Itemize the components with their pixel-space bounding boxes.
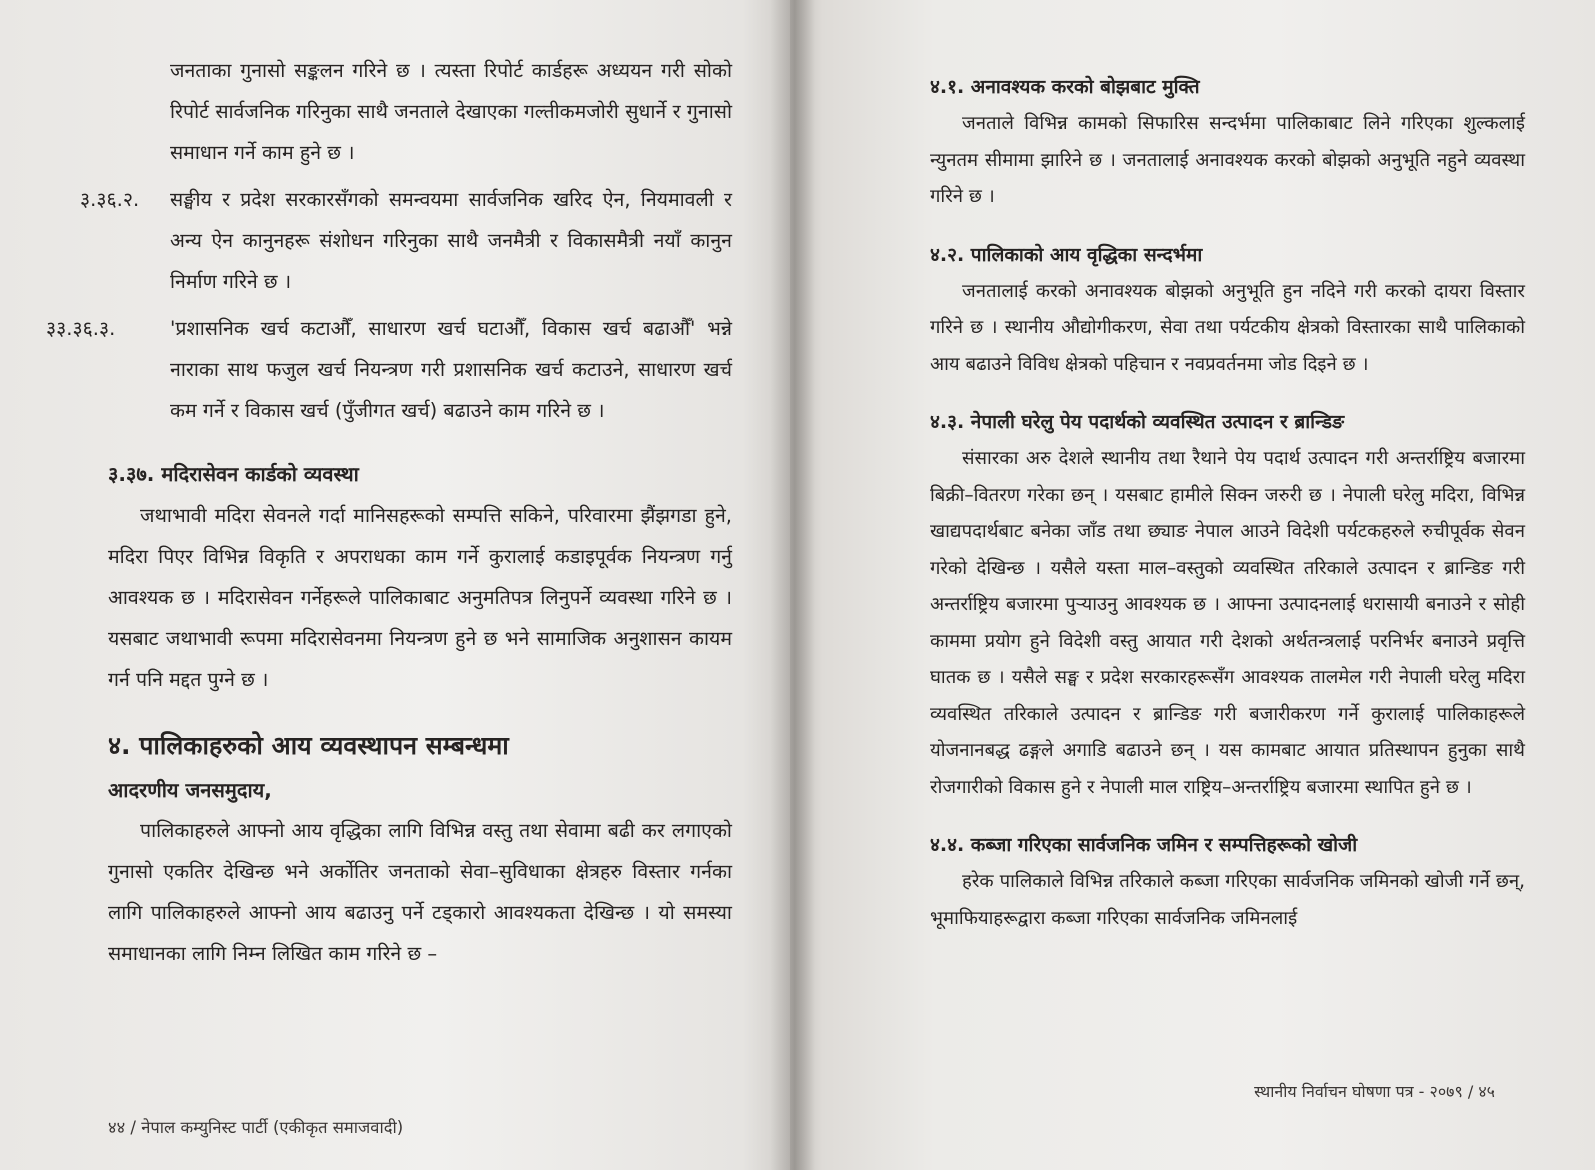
section-heading-3-37: ३.३७. मदिरासेवन कार्डको व्यवस्था (108, 462, 359, 486)
book-gutter (770, 0, 815, 1170)
item-number: ३.३६.२. (80, 188, 140, 211)
section-heading-4-3: ४.३. नेपाली घरेलु पेय पदार्थको व्यवस्थित उत्पादन र ब्रान्डिङ (930, 411, 1345, 433)
salutation: आदरणीय जनसमुदाय, (108, 778, 272, 802)
section-heading-4-2: ४.२. पालिकाको आय वृद्धिका सन्दर्भमा (930, 243, 1203, 266)
section-heading-4-1: ४.१. अनावश्यक करको बोझबाट मुक्ति (930, 76, 1200, 98)
item-number: ३३.३६.३. (46, 317, 116, 340)
item-text: 'प्रशासनिक खर्च कटाऔँ, साधारण खर्च घटाऔँ, विकास खर्च बढाऔँ' भन्ने नाराका साथ फजुल खर्च नियन्त्रण गरी प्रशासनिक खर्च कटाउने, साधारण खर्च कम गर्ने र विकास खर्च (पुँजीगत खर्च) बढाउने काम गरिने छ । (170, 317, 732, 422)
left-page (0, 0, 790, 1170)
item-3-36-2 (80, 179, 732, 302)
section-heading-4-4: ४.४. कब्जा गरिएका सार्वजनिक जमिन र सम्पत्तिहरूको खोजी (930, 834, 1358, 856)
continuation-paragraph: जनताका गुनासो सङ्कलन गरिने छ । त्यस्ता रिपोर्ट कार्डहरू अध्ययन गरी सोको रिपोर्ट सार्वजनिक गरिनुका साथै जनताले देखाएका गल्तीकमजोरी सुधार्ने र गुनासो समाधान गर्ने काम हुने छ । (170, 59, 732, 164)
right-page-footer: स्थानीय निर्वाचन घोषणा पत्र - २०७९ / ४५ (1254, 1082, 1495, 1101)
right-page (790, 0, 1595, 1170)
item-text: सङ्घीय र प्रदेश सरकारसँगको समन्वयमा सार्वजनिक खरिद ऐन, नियमावली र अन्य ऐन कानुनहरू संशोधन गरिनुका साथै जनमैत्री र विकासमैत्री नयाँ कानुन निर्माण गरिने छ । (170, 188, 732, 293)
item-3-36-3 (46, 308, 732, 431)
chapter-heading-4: ४. पालिकाहरुको आय व्यवस्थापन सम्बन्धमा (108, 731, 509, 760)
section-4-2-paragraph: जनतालाई करको अनावश्यक बोझको अनुभूति हुन नदिने गरी करको दायरा विस्तार गरिने छ । स्थानीय औद्योगीकरण, सेवा तथा पर्यटकीय क्षेत्रको विस्तारका साथै पालिकाको आय बढाउने विविध क्षेत्रको पहिचान र नवप्रवर्तनमा जोड दिइने छ । (930, 280, 1525, 375)
section-4-3-paragraph: संसारका अरु देशले स्थानीय तथा रैथाने पेय पदार्थ उत्पादन गरी अन्तर्राष्ट्रिय बजारमा बिक्री–वितरण गरेका छन् । यसबाट हामीले सिक्न जरुरी छ । नेपाली घरेलु मदिरा, विभिन्न खाद्यपदार्थबाट बनेका जाँड तथा छ्याङ नेपाल आउने विदेशी पर्यटकहरुले रुचीपूर्वक सेवन गरेको देखिन्छ । यसैले यस्ता माल–वस्तुको व्यवस्थित तरिकाले उत्पादन र ब्रान्डिङ गरी अन्तर्राष्ट्रिय बजारमा पुर्‍याउनु आवश्यक छ । आफ्ना उत्पादनलाई धरासायी बनाउने र सोही काममा प्रयोग हुने विदेशी वस्तु आयात गरी देशको अर्थतन्त्रलाई परनिर्भर बनाउने प्रवृत्ति घातक छ । यसैले सङ्घ र प्रदेश सरकारहरूसँग आवश्यक तालमेल गरी नेपाली घरेलु मदिरा व्यवस्थित तरिकाले उत्पादन र ब्रान्डिङ गरी बजारीकरण गर्ने कुरालाई पालिकाहरूले योजनानबद्ध ढङ्गले अगाडि बढाउने छन् । यस कामबाट आयात प्रतिस्थापन हुनुका साथै रोजगारीको विकास हुने र नेपाली माल राष्ट्रिय–अन्तर्राष्ट्रिय बजारमा स्थापित हुने छ । (930, 448, 1525, 798)
left-page-footer: ४४ / नेपाल कम्युनिस्ट पार्टी (एकीकृत समाजवादी) (108, 1118, 404, 1137)
chapter-4-paragraph: पालिकाहरुले आफ्नो आय वृद्धिका लागि विभिन्न वस्तु तथा सेवामा बढी कर लगाएको गुनासो एकतिर देखिन्छ भने अर्कोतिर जनताको सेवा–सुविधाका क्षेत्रहरु विस्तार गर्नका लागि पालिकाहरुले आफ्नो आय बढाउनु पर्ने टड्कारो आवश्यकता देखिन्छ । यो समस्या समाधानका लागि निम्न लिखित काम गरिने छ – (108, 819, 732, 965)
section-4-4-paragraph: हरेक पालिकाले विभिन्न तरिकाले कब्जा गरिएका सार्वजनिक जमिनको खोजी गर्ने छन्, भूमाफियाहरूद्वारा कब्जा गरिएका सार्वजनिक जमिनलाई (930, 871, 1525, 929)
section-3-37-paragraph: जथाभावी मदिरा सेवनले गर्दा मानिसहरूको सम्पत्ति सकिने, परिवारमा झैंझगडा हुने, मदिरा पिएर विभिन्न विकृति र अपराधका काम गर्ने कुरालाई कडाइपूर्वक नियन्त्रण गर्नु आवश्यक छ । मदिरासेवन गर्नेहरूले पालिकाबाट अनुमतिपत्र लिनुपर्ने व्यवस्था गरिने छ । यसबाट जथाभावी रूपमा मदिरासेवनमा नियन्त्रण हुने छ भने सामाजिक अनुशासन कायम गर्न पनि मद्दत पुग्ने छ । (108, 504, 732, 691)
section-4-1-paragraph: जनताले विभिन्न कामको सिफारिस सन्दर्भमा पालिकाबाट लिने गरिएका शुल्कलाई न्युनतम सीमामा झारिने छ । जनतालाई अनावश्यक करको बोझको अनुभूति नहुने व्यवस्था गरिने छ । (930, 113, 1525, 207)
